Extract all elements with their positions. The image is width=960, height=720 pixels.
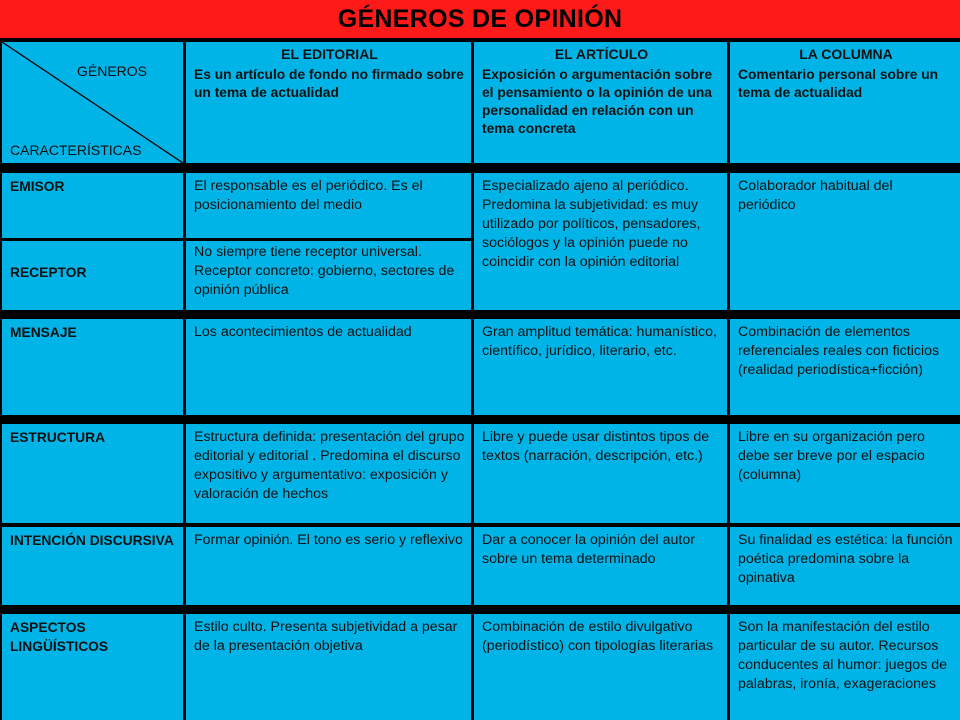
- cell-aspectos-columna: Son la manifestación del estilo particular de su autor. Recursos conducentes al humor: juegos de palabras, ironía, exageraciones: [730, 614, 960, 720]
- column-name: EL EDITORIAL: [281, 46, 378, 62]
- cell-mensaje-columna: Combinación de elementos referenciales reales con ficticios (realidad periodística+ficción): [730, 319, 960, 415]
- row-label-aspectos: ASPECTOS LINGÜÍSTICOS: [2, 614, 183, 720]
- row-label-mensaje: MENSAJE: [2, 319, 183, 415]
- cell-estructura-editorial: Estructura definida: presentación del grupo editorial y editorial . Predomina el discurso expositivo y argumentativo: exposición y valoración de hechos: [186, 424, 471, 523]
- page-title: GÉNEROS DE OPINIÓN: [337, 4, 623, 33]
- column-name: LA COLUMNA: [799, 46, 893, 62]
- corner-bottom-label: CARACTERÍSTICAS: [10, 142, 142, 158]
- column-header-columna: [730, 42, 960, 163]
- cell-mensaje-editorial: Los acontecimientos de actualidad: [186, 319, 471, 415]
- cell-aspectos-editorial: Estilo culto. Presenta subjetividad a pesar de la presentación objetiva: [186, 614, 471, 720]
- cell-emisor-editorial: El responsable es el periódico. Es el posicionamiento del medio: [186, 173, 471, 238]
- cell-receptor-editorial: No siempre tiene receptor universal. Receptor concreto: gobierno, sectores de opinión pública: [186, 241, 471, 310]
- row-label-intencion: INTENCIÓN DISCURSIVA: [2, 527, 183, 605]
- row-label-estructura: ESTRUCTURA: [2, 424, 183, 523]
- row-label-text: RECEPTOR: [10, 265, 87, 280]
- cell-emisor-receptor-columna: Colaborador habitual del periódico: [730, 173, 960, 310]
- column-header-editorial: [186, 42, 471, 163]
- column-description: Comentario personal sobre un tema de actualidad: [738, 67, 939, 100]
- cell-intencion-articulo: Dar a conocer la opinión del autor sobre un tema determinado: [474, 527, 727, 605]
- row-label-emisor: EMISOR: [2, 173, 183, 238]
- cell-estructura-articulo: Libre y puede usar distintos tipos de textos (narración, descripción, etc.): [474, 424, 727, 523]
- cell-emisor-receptor-articulo: Especializado ajeno al periódico. Predomina la subjetividad: es muy utilizado por políticos, pensadores, sociólogos y la opinión puede no coincidir con la opinión editorial: [474, 173, 727, 310]
- cell-intencion-columna: Su finalidad es estética: la función poética predomina sobre la opinativa: [730, 527, 960, 605]
- cell-mensaje-articulo: Gran amplitud temática: humanístico, científico, jurídico, literario, etc.: [474, 319, 727, 415]
- column-description: Es un artículo de fondo no firmado sobre un tema de actualidad: [194, 67, 464, 100]
- row-label-receptor: [2, 241, 183, 310]
- cell-estructura-columna: Libre en su organización pero debe ser breve por el espacio (columna): [730, 424, 960, 523]
- cell-aspectos-articulo: Combinación de estilo divulgativo (periodístico) con tipologías literarias: [474, 614, 727, 720]
- corner-header-cell: [2, 42, 183, 163]
- corner-top-label: GÉNEROS: [77, 63, 148, 79]
- title-banner: [0, 0, 960, 38]
- cell-intencion-editorial: Formar opinión. El tono es serio y reflexivo: [186, 527, 471, 605]
- column-description: Exposición o argumentación sobre el pensamiento o la opinión de una personalidad en relación con un tema concreta: [482, 67, 712, 136]
- column-name: EL ARTÍCULO: [554, 46, 649, 62]
- column-header-articulo: [474, 42, 727, 163]
